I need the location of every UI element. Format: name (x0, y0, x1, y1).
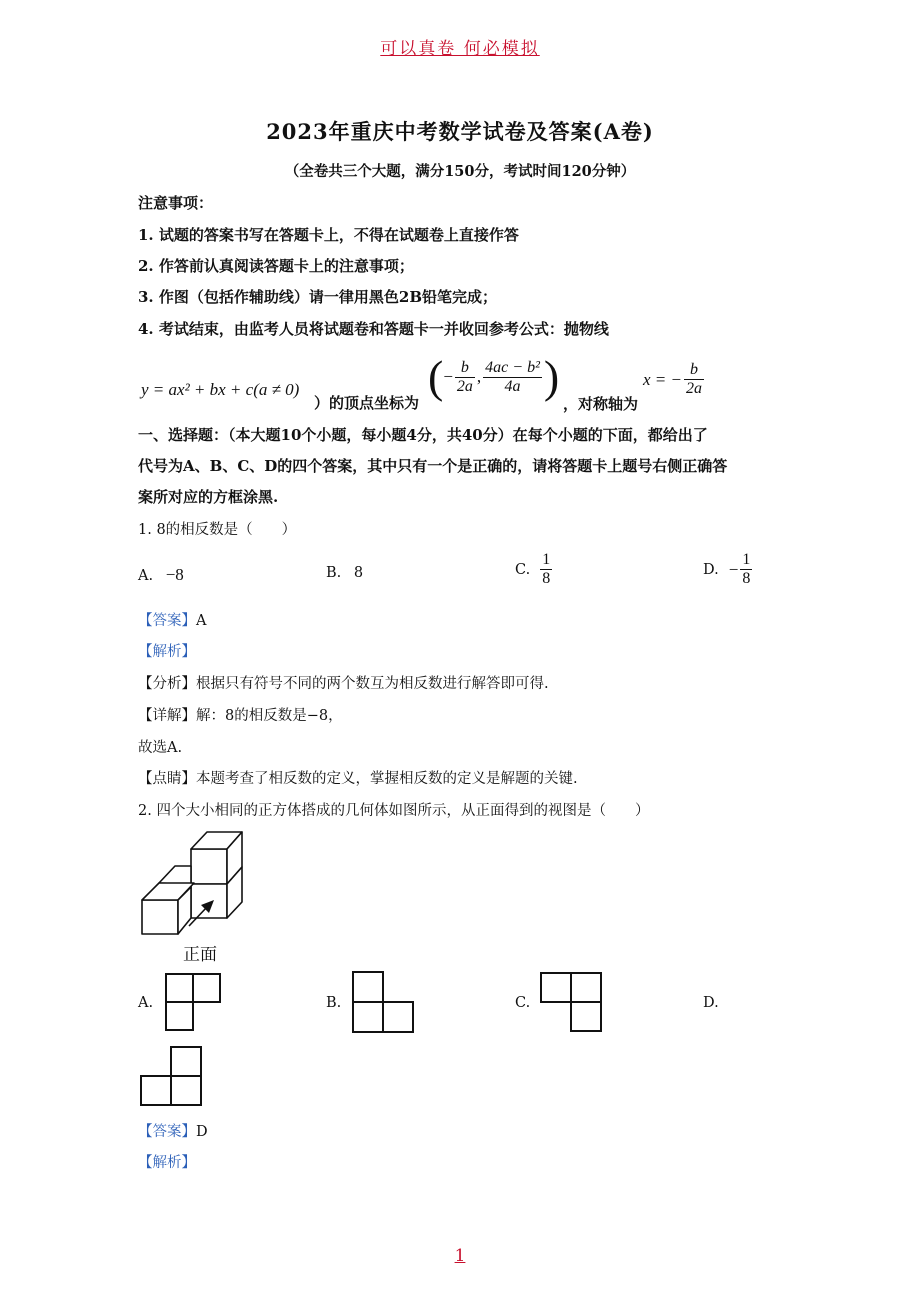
axis-formula: x = − $\frac{b}{2a}$ (643, 361, 702, 397)
note-item: 2. 作答前认真阅读答题卡上的注意事项； (138, 257, 414, 275)
right-paren: ) (543, 351, 560, 402)
option-a-figure (164, 972, 222, 1032)
q1-analysis-tag: 【解析】 (138, 644, 196, 660)
q2-answer: 【答案】D (138, 1124, 208, 1140)
section-text: 案所对应的方框涂黑. (138, 488, 279, 506)
q1-xiangjie: 【详解】解：8的相反数是−8， (138, 708, 343, 724)
vertex-label: ）的顶点坐标为 (314, 394, 420, 412)
q1-option-c: C. $\frac{1}{8}$ (515, 551, 551, 587)
page-number: 1 (454, 1246, 466, 1266)
fraction: $\frac{1}{8}$ (542, 551, 551, 587)
vertex-coordinates: ( − $\frac{b}{2a}$ , $\frac{\text{4ac − b²}}{4a}$ ) (428, 351, 560, 402)
note-item: 3. 作图（包括作辅助线）请一律用黑色2B铅笔完成； (138, 288, 497, 306)
vertex-x-fraction: $\frac{b}{2a}$ (456, 358, 473, 395)
parabola-formula: y = ax² + bx + c(a ≠ 0) (141, 380, 300, 399)
note-item: 4. 考试结束，由监考人员将试题卷和答题卡一并收回参考公式：抛物线 (138, 320, 609, 338)
q1-choose: 故选A. (138, 740, 183, 756)
q2-stem: 2. 四个大小相同的正方体搭成的几何体如图所示，从正面得到的视图是（ ） (138, 803, 650, 819)
axis-fraction: $\frac{b}{2a}$ (686, 361, 702, 397)
note-item: 1. 试题的答案书写在答题卡上，不得在试题卷上直接作答 (138, 226, 519, 244)
option-c-figure (539, 971, 603, 1033)
header-watermark: 可以真卷 何必模拟 (380, 39, 540, 59)
page-subtitle: （全卷共三个大题，满分150分，考试时间120分钟） (284, 163, 636, 180)
page-title: 2023年重庆中考数学试卷及答案(A卷) (266, 119, 654, 144)
q2-option-d: D. (703, 995, 719, 1011)
notes-heading: 注意事项： (138, 194, 214, 212)
q1-stem: 1. 8的相反数是（ ） (138, 522, 297, 538)
q1-option-b: B. 8 (326, 565, 364, 581)
option-b-figure (351, 970, 415, 1034)
q1-fenxi: 【分析】根据只有符号不同的两个数互为相反数进行解答即可得. (138, 676, 549, 692)
q1-answer: 【答案】A (138, 613, 207, 629)
q1-dianjing: 【点睛】本题考查了相反数的定义，掌握相反数的定义是解题的关键. (138, 771, 578, 787)
left-paren: ( (428, 351, 444, 402)
q2-option-b: B. (326, 995, 342, 1011)
q2-analysis-tag: 【解析】 (138, 1155, 196, 1171)
q1-option-a: A. −8 (138, 565, 184, 584)
axis-label: ，对称轴为 (563, 395, 639, 413)
q2-option-a: A. (138, 995, 154, 1011)
fraction: $\frac{1}{8}$ (742, 551, 751, 587)
section-heading: 一、选择题：（本大题10个小题，每小题4分，共40分）在每个小题的下面，都给出了 (138, 426, 708, 444)
q2-option-c: C. (515, 995, 531, 1011)
q1-option-d: D. − $\frac{1}{8}$ (703, 551, 751, 587)
figure-label: 正面 (183, 945, 217, 965)
section-text: 代号为A、B、C、D的四个答案，其中只有一个是正确的，请将答题卡上题号右侧正确答 (138, 457, 728, 475)
vertex-y-fraction: $\frac{\text{4ac − b²}}{4a}$ (485, 358, 540, 395)
option-d-figure (138, 1044, 204, 1108)
